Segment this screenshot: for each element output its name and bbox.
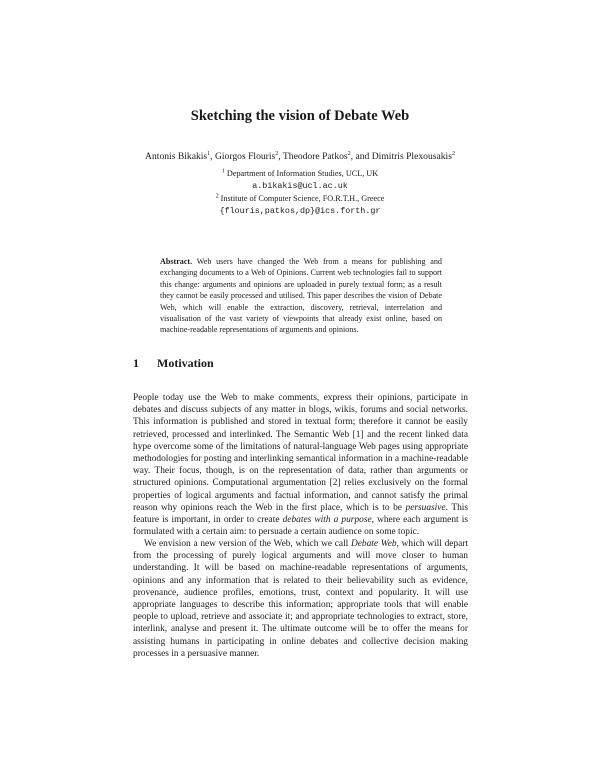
author-affiliation-mark: 1: [207, 150, 211, 157]
author-affiliation-mark: 2: [347, 150, 351, 157]
author-separator: ,: [350, 151, 356, 162]
abstract: [160, 256, 442, 336]
author-affiliation-mark: 2: [275, 150, 279, 157]
paragraph-text: People today use the Web to make comments, express their opinions, participate in debates and discuss subjects of any matter in blogs, wikis, forums and social networks. This information is published and stored in textual form; therefore it cannot be easily retrieved, processed and interlinked. The Semantic Web [1] and the recent linked data hype overcome some of the limitations of natural-language Web pages using appropriate methodologies for posting and interlinking semantical information in a machine-readable way. Their focus, though, is on the representation of data, rather than arguments or structured opinions. Computational argumentation [2] relies exclusively on the formal properties of logical arguments and factual information, and cannot satisfy the primal reason why opinions reach the Web in the first place, which is to be: [133, 393, 468, 513]
paragraph-text: , where each argument is formulated with a certain aim: to persuade a certain audience on some topic.: [133, 515, 468, 538]
abstract-label: Abstract.: [160, 257, 193, 266]
author-name: Giorgos Flouris: [214, 151, 276, 162]
author-separator: ,: [210, 151, 215, 162]
section-number: 1: [133, 356, 139, 370]
affiliation-2: [0, 193, 600, 217]
author-affiliation-mark: 2: [451, 150, 455, 157]
paragraph-text: We envision a new version of the Web, which we call: [144, 539, 351, 549]
affiliation-1: [0, 168, 600, 192]
affiliation-mark: 2: [215, 193, 219, 200]
paper-title: Sketching the vision of Debate Web: [190, 108, 410, 124]
emphasis-text: debates with a purpose: [282, 515, 372, 526]
author-name: Theodore Patkos: [282, 151, 348, 162]
affiliation-email: {flouris,patkos,dp}@ics.forth.gr: [219, 206, 381, 216]
affiliation-name: Institute of Computer Science, FO.R.T.H., Greece: [220, 194, 385, 203]
affiliation-email: a.bikakis@ucl.ac.uk: [252, 181, 348, 191]
author-conjunction: and: [355, 151, 372, 162]
abstract-text: Web users have changed the Web from a means for publishing and exchanging documents to a Web of Opinions. Current web technologies fail to support this change: arguments and opinions are uploaded in purely textual form; as a result they cannot be easily processed and utilised. This paper describes the vision of Debate Web, which will enable the extraction, discovery, retrieval, interrelation and visualisation of the vast variety of viewpoints that already exist online, based on machine-readable representations of arguments and opinions.: [160, 257, 442, 335]
affiliation-name: Department of Information Studies, UCL, UK: [226, 169, 379, 178]
paragraph-2: [133, 538, 468, 660]
author-name: Dimitris Plexousakis: [371, 151, 452, 162]
author-separator: ,: [278, 151, 283, 162]
section-title: Motivation: [157, 356, 214, 370]
emphasis-text: persuasive: [405, 502, 446, 513]
author-list: [0, 151, 600, 162]
affiliation-mark: 1: [221, 168, 225, 175]
author-name: Antonis Bikakis: [145, 151, 208, 162]
emphasis-text: Debate Web: [351, 539, 397, 549]
paragraph-text: . This feature is important, in order to create: [133, 502, 469, 526]
paragraph-text: , which will depart from the processing of purely logical arguments and will move closer to human understanding. It will be based on machine-readable representations of arguments, opinions and any information that is related to their believability such as evidence, provenance, audience profiles, emotions, trust, context and popularity. It will use appropriate languages to describe this information; appropriate tools that will enable people to upload, retrieve and associate it; and appropriate technologies to extract, store, interlink, analyse and present it. The ultimate outcome will be to offer the means for assisting humans in participating in online debates and collective decision making processes in a persuasive manner.: [133, 539, 468, 659]
section-heading: [133, 356, 214, 371]
paragraph-1: [133, 392, 468, 538]
